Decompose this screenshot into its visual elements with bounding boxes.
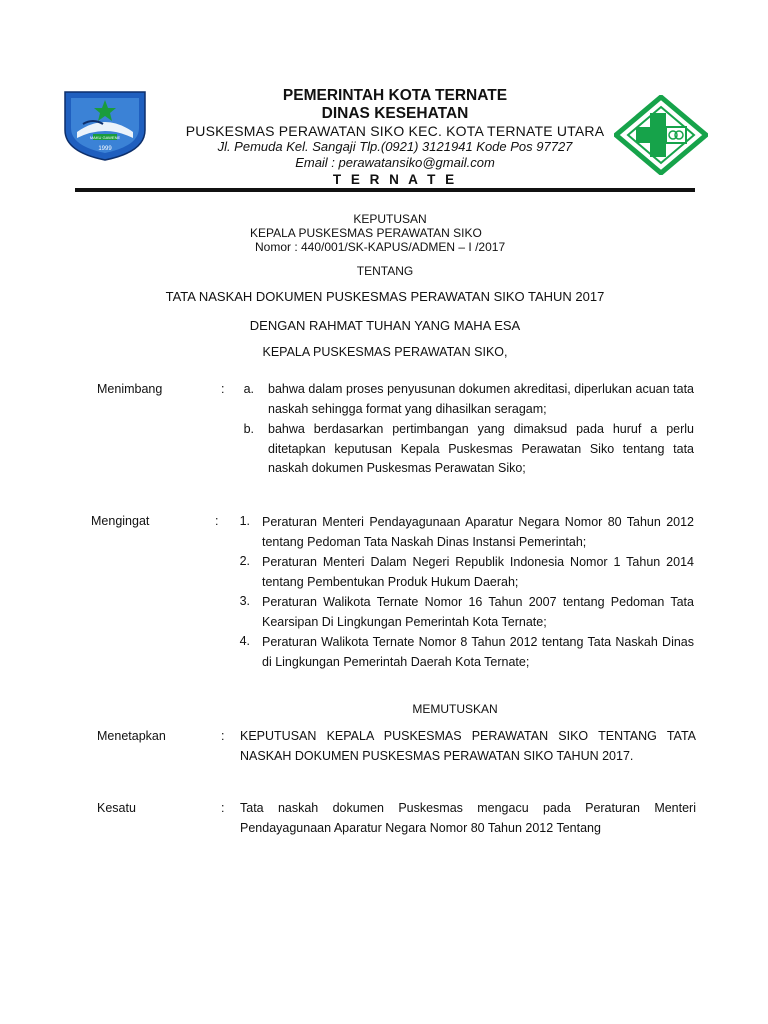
decree-issuer-signoff: KEPALA PUSKESMAS PERAWATAN SIKO, <box>262 345 508 359</box>
letterhead-department: DINAS KESEHATAN <box>321 105 469 122</box>
decree-keputusan: KEPUTUSAN <box>353 212 427 226</box>
decree-number: Nomor : 440/001/SK-KAPUS/ADMEN – I /2017 <box>255 240 506 254</box>
letterhead-institution: PUSKESMAS PERAWATAN SIKO KEC. KOTA TERNATE UTARA <box>185 123 605 139</box>
letterhead <box>150 87 640 189</box>
decree-title: TATA NASKAH DOKUMEN PUSKESMAS PERAWATAN SIKO TAHUN 2017 <box>165 289 605 304</box>
menimbang-item-a-mark: a. <box>243 382 254 396</box>
mengingat-label: Mengingat <box>91 514 150 528</box>
emblem-year-text: 1999 <box>98 146 112 152</box>
mengingat-colon: : <box>215 514 219 528</box>
mengingat-item-1-text: Peraturan Menteri Pendayagunaan Aparatur Negara Nomor 80 Tahun 2012 tentang Pedoman Tata Naskah Dinas Instansi Pemerintah; <box>262 515 694 549</box>
menimbang-colon: : <box>221 382 225 396</box>
letterhead-city: T E R N A T E <box>332 172 458 187</box>
menetapkan-colon: : <box>221 729 225 743</box>
letterhead-address: Jl. Pemuda Kel. Sangaji Tlp.(0921) 3121941 Kode Pos 97727 <box>217 139 573 154</box>
menimbang-item-a-text: bahwa dalam proses penyusunan dokumen akreditasi, diperlukan acuan tata naskah sehingga format yang dihasilkan seragam; <box>268 382 694 416</box>
menimbang-item-b-text: bahwa berdasarkan pertimbangan yang dimaksud pada huruf a perlu ditetapkan keputusan Kepala Puskesmas Perawatan Siko tentang tata naskah dokumen Puskesmas Perawatan Siko; <box>268 422 694 475</box>
letterhead-government: PEMERINTAH KOTA TERNATE <box>282 87 508 104</box>
mengingat-item-2-mark: 2. <box>239 554 250 568</box>
decree-memutuskan: MEMUTUSKAN <box>412 702 498 716</box>
emblem-banner-text: MAKU GAWENE <box>89 135 121 140</box>
menetapkan-label: Menetapkan <box>97 729 166 743</box>
menimbang-label: Menimbang <box>97 382 163 396</box>
menimbang-item-b-mark: b. <box>243 422 254 436</box>
mengingat-item-2-text: Peraturan Menteri Dalam Negeri Republik Indonesia Nomor 1 Tahun 2014 tentang Pembentukan Produk Hukum Daerah; <box>262 555 694 589</box>
decree-issuer: KEPALA PUSKESMAS PERAWATAN SIKO <box>250 226 482 240</box>
mengingat-item-4-mark: 4. <box>239 634 250 648</box>
decree-tentang: TENTANG <box>356 264 414 278</box>
mengingat-item-4-text: Peraturan Walikota Ternate Nomor 8 Tahun 2012 tentang Tata Naskah Dinas di Lingkungan Pemerintah Daerah Kota Ternate; <box>262 635 694 669</box>
kesatu-colon: : <box>221 801 225 815</box>
menetapkan-text: KEPUTUSAN KEPALA PUSKESMAS PERAWATAN SIKO TENTANG TATA NASKAH DOKUMEN PUSKESMAS PERAWATAN SIKO TAHUN 2017. <box>240 729 696 763</box>
mengingat-item-3-text: Peraturan Walikota Ternate Nomor 16 Tahun 2007 tentang Pedoman Tata Kearsipan Di Lingkungan Pemerintah Kota Ternate; <box>262 595 694 629</box>
letterhead-divider <box>75 188 695 192</box>
kesatu-label: Kesatu <box>97 801 136 815</box>
decree-invocation: DENGAN RAHMAT TUHAN YANG MAHA ESA <box>249 318 521 333</box>
mengingat-item-3-mark: 3. <box>239 594 250 608</box>
puskesmas-logo-icon <box>614 95 708 175</box>
kota-ternate-emblem-icon <box>63 90 147 162</box>
kesatu-text: Tata naskah dokumen Puskesmas mengacu pada Peraturan Menteri Pendayagunaan Aparatur Negara Nomor 80 Tahun 2012 Tentang <box>240 801 696 835</box>
mengingat-item-1-mark: 1. <box>239 514 250 528</box>
letterhead-email: Email : perawatansiko@gmail.com <box>295 155 495 170</box>
